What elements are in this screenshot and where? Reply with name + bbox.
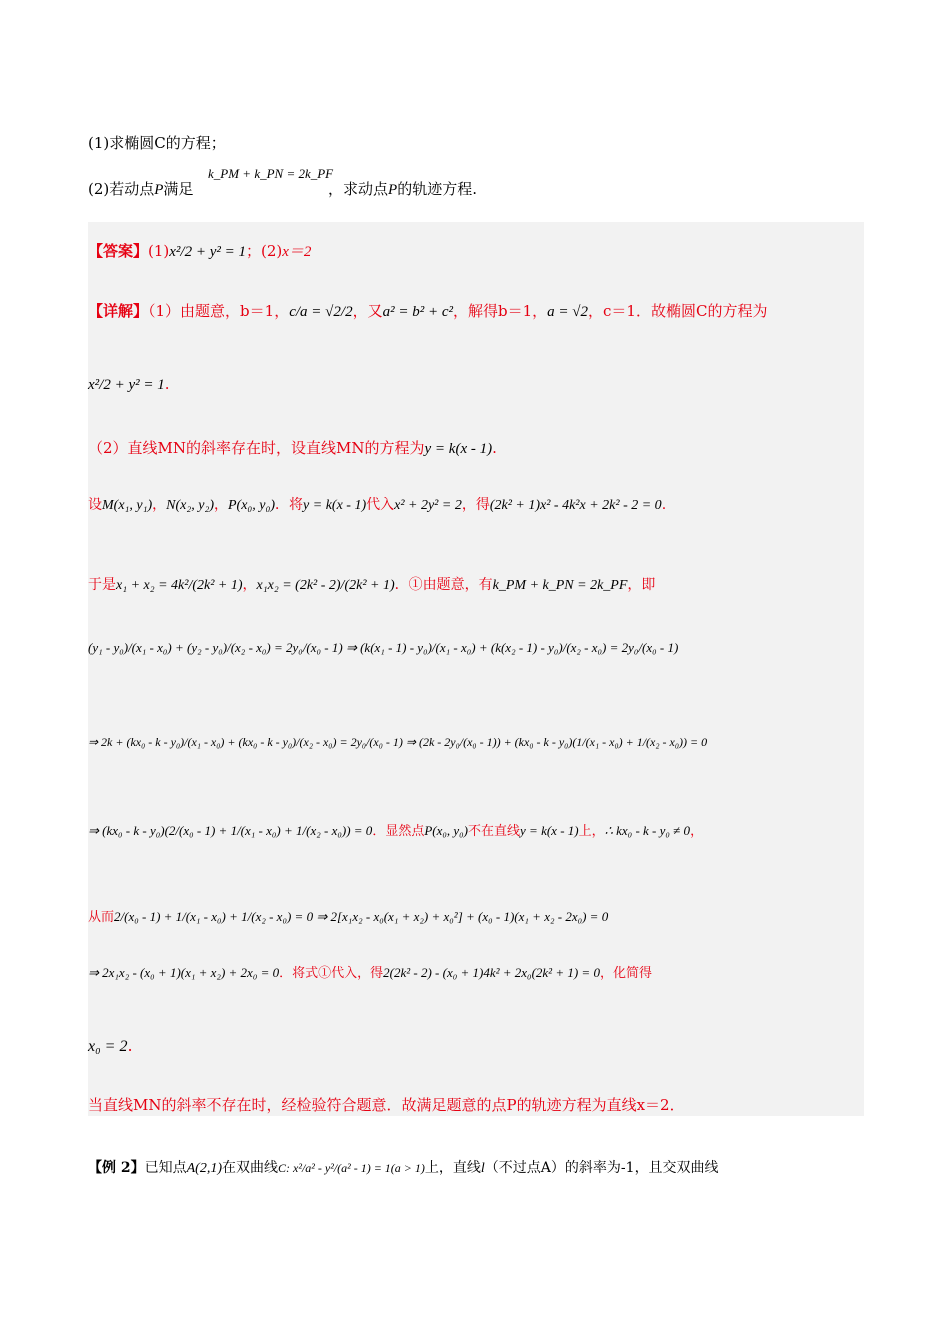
- answer-box: [88, 222, 864, 1116]
- example-2: 【例 2】已知点A(2,1)在双曲线C: x²/a² - y²/(a² - 1) = 1(a > 1)上，直线l（不过点A）的斜率为-1，且交双曲线: [88, 1160, 719, 1176]
- question-2-suffix: ，求动点P的轨迹方程.: [328, 180, 477, 198]
- equation-d: 从而2/(x₀ - 1) + 1/(x₁ - x₀) + 1/(x₂ - x₀) = 0 ⇒ 2[x₁x₂ - x₀(x₁ + x₂) + x₀²] + (x₀ - 1)(x₁ + x₂ - 2x₀) = 0: [88, 909, 609, 925]
- question-1: (1)求椭圆C的方程；: [88, 134, 226, 152]
- equation-b: ⇒ 2k + (kx₀ - k - y₀)/(x₁ - x₀) + (kx₀ - k - y₀)/(x₂ - x₀) = 2y₀/(x₀ - 1) ⇒ (2k - 2y₀/(x₀ - 1)) + (kx₀ - k - y₀)(1/(x₁ - x₀) + 1/(x₂ - x₀)) = 0: [88, 735, 708, 749]
- question-2-formula: k_PM + k_PN = 2k_PF: [208, 166, 334, 181]
- detail-line-1: 【详解】（1）由题意，b＝1，c/a = √2/2，又a² = b² + c²，解得b＝1，a = √2，c＝1．故椭圆C的方程为: [88, 302, 768, 320]
- ellipse-equation: x²/2 + y² = 1.: [88, 375, 170, 393]
- question-2: (2)若动点P满足: [88, 180, 194, 198]
- equation-c: ⇒ (kx₀ - k - y₀)(2/(x₀ - 1) + 1/(x₁ - x₀) + 1/(x₂ - x₀)) = 0．显然点P(x₀, y₀)不在直线y = k(x - 1)上，∴ kx₀ - k - y₀ ≠ 0，: [88, 823, 704, 839]
- set-line: 设M(x₁, y₁)，N(x₂, y₂)，P(x₀, y₀)．将y = k(x - 1)代入x² + 2y² = 2，得(2k² + 1)x² - 4k²x + 2k² - 2 = 0.: [88, 497, 667, 513]
- vieta-line: 于是x₁ + x₂ = 4k²/(2k² + 1)，x₁x₂ = (2k² - 2)/(2k² + 1)．①由题意，有k_PM + k_PN = 2k_PF，即: [88, 577, 656, 593]
- equation-a: (y₁ - y₀)/(x₁ - x₀) + (y₂ - y₀)/(x₂ - x₀) = 2y₀/(x₀ - 1) ⇒ (k(x₁ - 1) - y₀)/(x₁ - x₀) + (k(x₂ - 1) - y₀)/(x₂ - x₀) = 2y₀/(x₀ - 1): [88, 640, 679, 655]
- final-equation: x₀ = 2.: [88, 1036, 133, 1055]
- answer-line: 【答案】(1)x²/2 + y² = 1；(2)x＝2: [88, 242, 312, 260]
- conclusion: 当直线MN的斜率不存在时，经检验符合题意．故满足题意的点P的轨迹方程为直线x＝2．: [88, 1096, 685, 1114]
- part-2-line: （2）直线MN的斜率存在时，设直线MN的方程为y = k(x - 1).: [88, 439, 497, 457]
- equation-e: ⇒ 2x₁x₂ - (x₀ + 1)(x₁ + x₂) + 2x₀ = 0．将式①代入，得2(2k² - 2) - (x₀ + 1)4k² + 2x₀(2k² + 1) = 0，化简得: [88, 965, 652, 981]
